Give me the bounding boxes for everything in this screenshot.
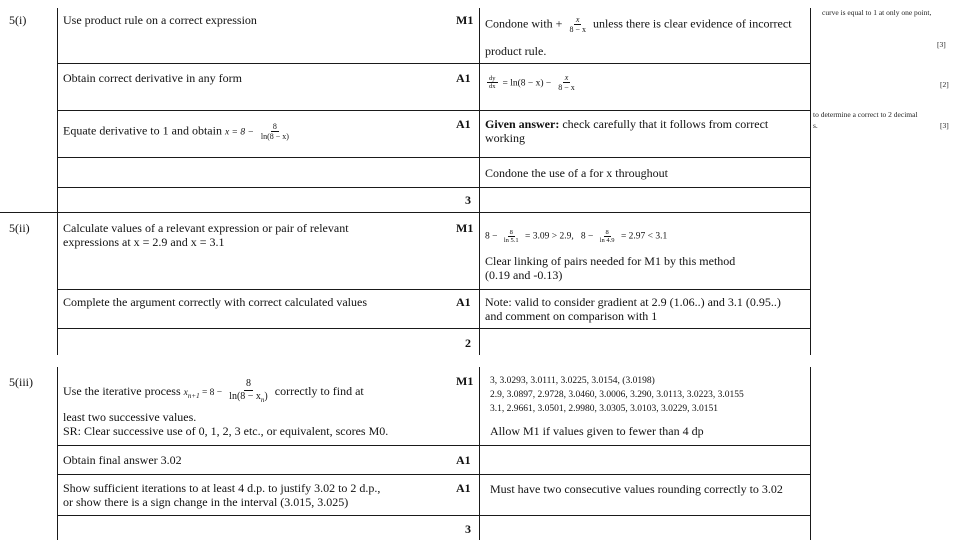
criterion-text: Use the iterative process $x_{n+1} = 8$ − $\frac{8}{\ln(8 - x_n)}$ correctly to find at xyxy=(63,378,364,404)
rule xyxy=(479,8,480,355)
rule xyxy=(57,8,58,355)
guidance-note: Given answer: check carefully that it follows from correct working xyxy=(485,117,769,145)
rule xyxy=(58,187,810,188)
guidance-note: Must have two consecutive values rounding correctly to 3.02 xyxy=(490,482,783,496)
rule xyxy=(58,445,810,446)
cropped-question-text: to determine a correct to 2 decimal xyxy=(813,110,918,119)
cropped-mark: [2] xyxy=(940,80,949,89)
cropped-mark: [3] xyxy=(940,121,949,130)
criterion-text: Obtain final answer 3.02 xyxy=(63,453,182,467)
mark: M1 xyxy=(456,13,474,27)
guidance-note: Allow M1 if values given to fewer than 4 dp xyxy=(490,424,704,438)
iteration-values: 3, 3.0293, 3.0111, 3.0225, 3.0154, (3.0198) 2.9, 3.0897, 2.9728, 3.0460, 3.0006, 3.290, 3.0113, 3.0223, 3.0155 3.1, 2.9661, 3.0501, 2.9980, 3.0305, 3.0103, 3.0229, 3.0151 xyxy=(490,376,744,414)
rule xyxy=(58,289,810,290)
criterion-text: Show sufficient iterations to at least 4 d.p. to justify 3.02 to 2 d.p., or show there is a sign change in the interval (3.015, 3.025) xyxy=(63,481,381,509)
calculation: 8 − $\frac{8}{\ln 5.1}$ = 3.09 > 2.9, 8 − $\frac{8}{\ln 4.9}$ = 2.97 < 3.1 xyxy=(485,229,668,244)
rule xyxy=(810,8,811,355)
mark: A1 xyxy=(456,117,471,131)
criterion-text: Complete the argument correctly with correct calculated values xyxy=(63,295,367,309)
question-number: 5(ii) xyxy=(9,221,30,235)
total-mark: 3 xyxy=(465,193,471,207)
mark: M1 xyxy=(456,221,474,235)
criterion-text: Equate derivative to 1 and obtain x = 8 − $\frac{8}{\ln(8 - x)}$ xyxy=(63,122,289,141)
question-number: 5(i) xyxy=(9,13,27,27)
guidance-note: Clear linking of pairs needed for M1 by this method (0.19 and -0.13) xyxy=(485,254,736,282)
rule xyxy=(58,474,810,475)
guidance-note: Condone with + $\frac{x}{8 - x}$ unless there is clear evidence of incorrect xyxy=(485,15,792,34)
rule xyxy=(0,212,810,213)
mark: M1 xyxy=(456,374,474,388)
guidance-note: product rule. xyxy=(485,44,547,58)
question-number: 5(iii) xyxy=(9,375,33,389)
rule xyxy=(58,515,810,516)
guidance-note: Condone the use of a for x throughout xyxy=(485,166,668,180)
rule xyxy=(58,328,810,329)
rule xyxy=(58,110,810,111)
rule xyxy=(58,63,810,64)
cropped-mark: [3] xyxy=(937,40,946,49)
mark: A1 xyxy=(456,453,471,467)
derivative-expression: $\frac{dy}{dx}$ = ln(8 − x) − $\frac{x}{8 - x}$ xyxy=(489,73,575,92)
criterion-text: Calculate values of a relevant expression or pair of relevant expressions at x = 2.9 and x = 3.1 xyxy=(63,221,349,249)
mark: A1 xyxy=(456,71,471,85)
mark: A1 xyxy=(456,295,471,309)
rule xyxy=(57,367,58,540)
mark: A1 xyxy=(456,481,471,495)
rule xyxy=(479,367,480,540)
guidance-note: Note: valid to consider gradient at 2.9 (1.06..) and 3.1 (0.95..) and comment on comparison with 1 xyxy=(485,295,781,323)
criterion-text: Obtain correct derivative in any form xyxy=(63,71,242,85)
cropped-question-text: s. xyxy=(813,121,818,130)
criterion-text: least two successive values. SR: Clear successive use of 0, 1, 2, 3 etc., or equivalent, scores M0. xyxy=(63,410,389,438)
rule xyxy=(810,367,811,540)
total-mark: 2 xyxy=(465,336,471,350)
cropped-question-text: curve is equal to 1 at only one point, xyxy=(822,8,932,17)
total-mark: 3 xyxy=(465,522,471,536)
criterion-text: Use product rule on a correct expression xyxy=(63,13,257,27)
rule xyxy=(58,157,810,158)
